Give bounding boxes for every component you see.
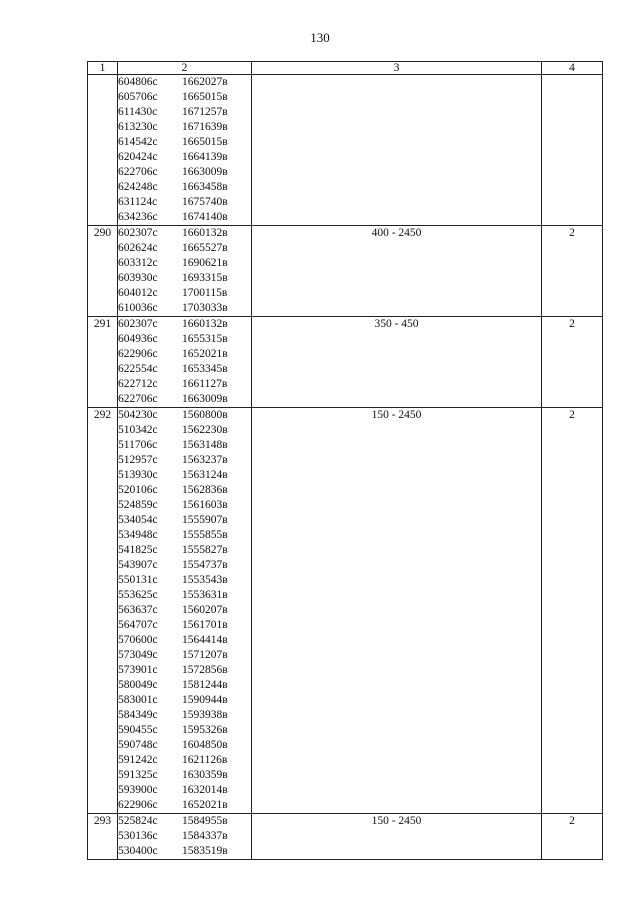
row-number: 290: [88, 226, 118, 317]
table-body: [88, 75, 603, 860]
category-value: 2: [542, 226, 603, 317]
longitude-value: 1671257в: [182, 106, 228, 118]
longitude-value: 1562230в: [182, 424, 228, 436]
longitude-value: 1655315в: [182, 333, 228, 345]
coordinate-pair: [118, 377, 251, 392]
row-number: [88, 75, 118, 226]
coordinate-pair: [118, 438, 251, 453]
latitude-value: 634236с: [118, 211, 158, 223]
longitude-value: 1563124в: [182, 469, 228, 481]
coordinate-pair: [118, 75, 251, 90]
coordinate-pair: [118, 256, 251, 271]
coordinate-pair: [118, 150, 251, 165]
coordinate-pair: [118, 105, 251, 120]
coordinate-pair: [118, 498, 251, 513]
longitude-value: 1561603в: [182, 499, 228, 511]
coordinate-pair: [118, 286, 251, 301]
coordinate-pair: [118, 573, 251, 588]
longitude-value: 1661127в: [182, 378, 228, 390]
coordinate-pair: [118, 332, 251, 347]
coordinate-pair: [118, 543, 251, 558]
coordinate-pair: [118, 241, 251, 256]
coordinate-pair: [118, 90, 251, 105]
longitude-value: 1674140в: [182, 211, 228, 223]
coordinate-list: [118, 317, 252, 408]
longitude-value: 1665015в: [182, 136, 228, 148]
longitude-value: 1561701в: [182, 619, 228, 631]
depth-range: [252, 75, 542, 226]
coordinate-pair: [118, 814, 251, 829]
latitude-value: 525824с: [118, 815, 158, 827]
latitude-value: 573901с: [118, 664, 158, 676]
latitude-value: 614542с: [118, 136, 158, 148]
longitude-value: 1665015в: [182, 91, 228, 103]
longitude-value: 1564414в: [182, 634, 228, 646]
coordinate-list: [118, 226, 252, 317]
latitude-value: 564707с: [118, 619, 158, 631]
longitude-value: 1663458в: [182, 181, 228, 193]
row-number: 292: [88, 408, 118, 814]
longitude-value: 1693315в: [182, 272, 228, 284]
latitude-value: 543907с: [118, 559, 158, 571]
longitude-value: 1555855в: [182, 529, 228, 541]
longitude-value: 1563148в: [182, 439, 228, 451]
latitude-value: 622712с: [118, 378, 158, 390]
latitude-value: 631124с: [118, 196, 158, 208]
latitude-value: 602307с: [118, 227, 158, 239]
longitude-value: 1562836в: [182, 484, 228, 496]
coordinate-list: [118, 814, 252, 860]
latitude-value: 563637с: [118, 604, 158, 616]
longitude-value: 1621126в: [182, 754, 228, 766]
coordinate-pair: [118, 347, 251, 362]
column-header-1: 1: [88, 62, 118, 75]
latitude-value: 553625с: [118, 589, 158, 601]
coordinate-pair: [118, 738, 251, 753]
latitude-value: 604806с: [118, 76, 158, 88]
longitude-value: 1583519в: [182, 845, 228, 857]
latitude-value: 622906с: [118, 799, 158, 811]
table-row: [88, 317, 603, 408]
latitude-value: 590748с: [118, 739, 158, 751]
longitude-value: 1553543в: [182, 574, 228, 586]
longitude-value: 1660132в: [182, 318, 228, 330]
longitude-value: 1690621в: [182, 257, 228, 269]
latitude-value: 504230с: [118, 409, 158, 421]
coordinate-pair: [118, 513, 251, 528]
longitude-value: 1632014в: [182, 784, 228, 796]
latitude-value: 603312с: [118, 257, 158, 269]
page-number: 130: [310, 30, 330, 45]
latitude-value: 511706с: [118, 439, 158, 451]
column-header-3: 3: [252, 62, 542, 75]
longitude-value: 1560800в: [182, 409, 228, 421]
depth-range: 350 - 450: [252, 317, 542, 408]
coordinate-pair: [118, 723, 251, 738]
latitude-value: 603930с: [118, 272, 158, 284]
longitude-value: 1663009в: [182, 166, 228, 178]
category-value: [542, 75, 603, 226]
latitude-value: 530400с: [118, 845, 158, 857]
latitude-value: 602307с: [118, 318, 158, 330]
coordinate-pair: [118, 753, 251, 768]
latitude-value: 524859с: [118, 499, 158, 511]
longitude-value: 1584955в: [182, 815, 228, 827]
table-row: [88, 226, 603, 317]
longitude-value: 1700115в: [182, 287, 228, 299]
latitude-value: 530136с: [118, 830, 158, 842]
longitude-value: 1584337в: [182, 830, 228, 842]
coordinate-pair: [118, 768, 251, 783]
table-row: [88, 408, 603, 814]
coordinate-pair: [118, 301, 251, 316]
longitude-value: 1662027в: [182, 76, 228, 88]
latitude-value: 591325с: [118, 769, 158, 781]
longitude-value: 1652021в: [182, 799, 228, 811]
latitude-value: 604012с: [118, 287, 158, 299]
coordinate-pair: [118, 783, 251, 798]
table-row: [88, 75, 603, 226]
coordinate-pair: [118, 453, 251, 468]
longitude-value: 1630359в: [182, 769, 228, 781]
coordinate-pair: [118, 195, 251, 210]
longitude-value: 1663009в: [182, 393, 228, 405]
longitude-value: 1665527в: [182, 242, 228, 254]
latitude-value: 512957с: [118, 454, 158, 466]
longitude-value: 1653345в: [182, 363, 228, 375]
row-number: 291: [88, 317, 118, 408]
latitude-value: 584349с: [118, 709, 158, 721]
longitude-value: 1555907в: [182, 514, 228, 526]
coordinate-pair: [118, 165, 251, 180]
category-value: 2: [542, 317, 603, 408]
latitude-value: 605706с: [118, 91, 158, 103]
latitude-value: 590455с: [118, 724, 158, 736]
coordinate-pair: [118, 392, 251, 407]
coordinate-pair: [118, 271, 251, 286]
latitude-value: 573049с: [118, 649, 158, 661]
latitude-value: 622706с: [118, 166, 158, 178]
coordinate-pair: [118, 693, 251, 708]
depth-range: 150 - 2450: [252, 408, 542, 814]
coordinate-pair: [118, 180, 251, 195]
latitude-value: 613230с: [118, 121, 158, 133]
longitude-value: 1560207в: [182, 604, 228, 616]
longitude-value: 1554737в: [182, 559, 228, 571]
longitude-value: 1595326в: [182, 724, 228, 736]
coordinate-pair: [118, 618, 251, 633]
latitude-value: 541825с: [118, 544, 158, 556]
coordinate-pair: [118, 210, 251, 225]
column-header-4: 4: [542, 62, 603, 75]
coordinate-pair: [118, 226, 251, 241]
row-number: 293: [88, 814, 118, 860]
latitude-value: 593900с: [118, 784, 158, 796]
longitude-value: 1553631в: [182, 589, 228, 601]
latitude-value: 622706с: [118, 393, 158, 405]
latitude-value: 611430с: [118, 106, 158, 118]
longitude-value: 1660132в: [182, 227, 228, 239]
longitude-value: 1604850в: [182, 739, 228, 751]
coordinate-pair: [118, 483, 251, 498]
coordinate-pair: [118, 423, 251, 438]
latitude-value: 622906с: [118, 348, 158, 360]
coordinate-pair: [118, 135, 251, 150]
coordinate-pair: [118, 558, 251, 573]
column-header-2: 2: [118, 62, 252, 75]
coordinate-pair: [118, 588, 251, 603]
latitude-value: 520106с: [118, 484, 158, 496]
longitude-value: 1664139в: [182, 151, 228, 163]
latitude-value: 622554с: [118, 363, 158, 375]
latitude-value: 591242с: [118, 754, 158, 766]
category-value: 2: [542, 814, 603, 860]
latitude-value: 580049с: [118, 679, 158, 691]
coordinate-pair: [118, 120, 251, 135]
longitude-value: 1652021в: [182, 348, 228, 360]
coordinate-pair: [118, 317, 251, 332]
coordinate-pair: [118, 708, 251, 723]
latitude-value: 534948с: [118, 529, 158, 541]
latitude-value: 570600с: [118, 634, 158, 646]
coordinate-pair: [118, 798, 251, 813]
coordinate-pair: [118, 663, 251, 678]
coordinate-list: [118, 408, 252, 814]
latitude-value: 510342с: [118, 424, 158, 436]
latitude-value: 602624с: [118, 242, 158, 254]
coordinate-pair: [118, 633, 251, 648]
latitude-value: 610036с: [118, 302, 158, 314]
longitude-value: 1671639в: [182, 121, 228, 133]
latitude-value: 604936с: [118, 333, 158, 345]
longitude-value: 1555827в: [182, 544, 228, 556]
depth-range: 400 - 2450: [252, 226, 542, 317]
latitude-value: 620424с: [118, 151, 158, 163]
longitude-value: 1581244в: [182, 679, 228, 691]
latitude-value: 583001с: [118, 694, 158, 706]
coordinate-pair: [118, 648, 251, 663]
coordinate-pair: [118, 468, 251, 483]
latitude-value: 624248с: [118, 181, 158, 193]
coordinate-list: [118, 75, 252, 226]
depth-range: 150 - 2450: [252, 814, 542, 860]
longitude-value: 1590944в: [182, 694, 228, 706]
coordinate-pair: [118, 408, 251, 423]
coordinate-pair: [118, 678, 251, 693]
coordinate-pair: [118, 844, 251, 859]
category-value: 2: [542, 408, 603, 814]
table-row: [88, 814, 603, 860]
coordinate-pair: [118, 603, 251, 618]
longitude-value: 1675740в: [182, 196, 228, 208]
coordinate-pair: [118, 829, 251, 844]
coordinate-pair: [118, 362, 251, 377]
longitude-value: 1703033в: [182, 302, 228, 314]
longitude-value: 1593938в: [182, 709, 228, 721]
latitude-value: 534054с: [118, 514, 158, 526]
longitude-value: 1563237в: [182, 454, 228, 466]
latitude-value: 513930с: [118, 469, 158, 481]
longitude-value: 1571207в: [182, 649, 228, 661]
coordinate-pair: [118, 528, 251, 543]
coordinates-table: [87, 61, 603, 860]
table-header-row: [88, 62, 603, 75]
latitude-value: 550131с: [118, 574, 158, 586]
longitude-value: 1572856в: [182, 664, 228, 676]
